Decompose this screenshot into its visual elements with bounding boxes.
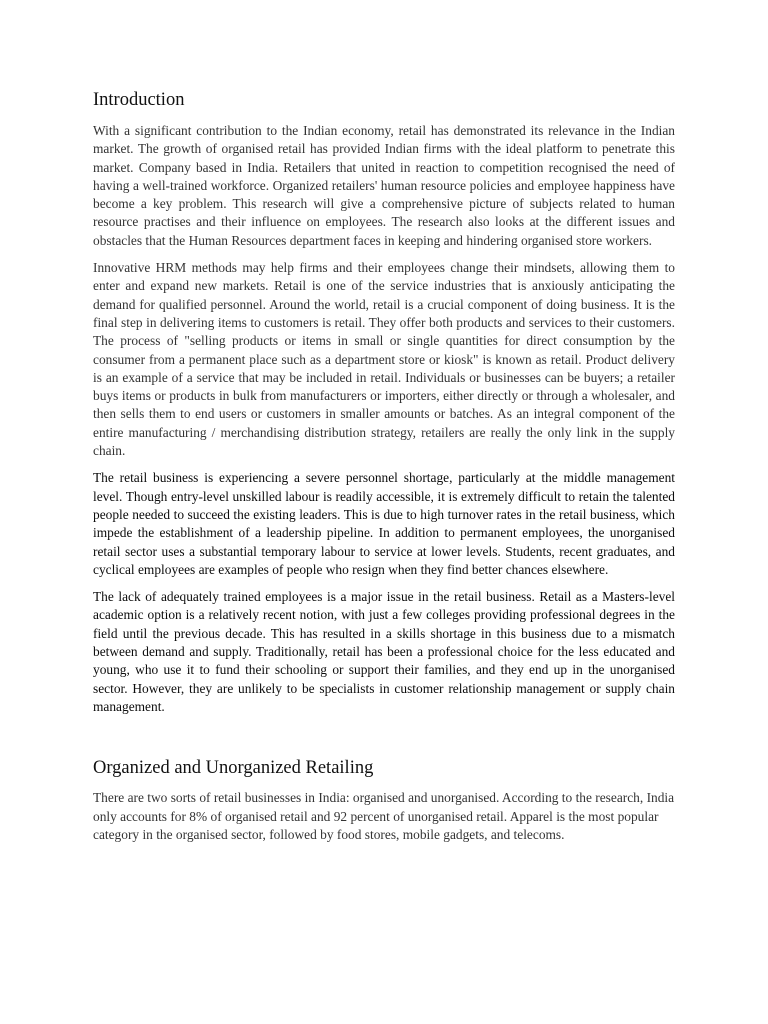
section-heading-introduction: Introduction [93,90,185,110]
section-heading-organized-unorganized-retailing: Organized and Unorganized Retailing [93,758,374,779]
intro-paragraph-2: Innovative HRM methods may help firms and their employees change their mindsets, allowing them to enter and expand new markets. Retail is one of the service industries that is anxiously anticipating the demand for qualified personnel. Around the world, retail is a crucial component of doing business. It is the final step in delivering items to customers is retail. They offer both products and services to their customers. The process of "selling products or items in small or single quantities for direct consumption by the consumer from a permanent place such as a department store or kiosk" is known as retail. Product delivery is an example of a service that may be included in retail. Individuals or businesses can be buyers; a retailer buys items or products in bulk from manufacturers or importers, either directly or through a wholesaler, and then sells them to end users or customers in smaller amounts or batches. As an integral component of the entire manufacturing / merchandising distribution strategy, retailers are really the only link in the supply chain. [93,260,675,459]
document-page [93,88,675,844]
intro-paragraph-3: The retail business is experiencing a severe personnel shortage, particularly at the middle management level. Though entry-level unskilled labour is readily accessible, it is extremely difficult to retain the talented people needed to succeed the existing leaders. This is due to high turnover rates in the retail business, which impede the establishment of a leadership pipeline. In addition to permanent employees, the unorganised retail sector uses a substantial temporary labour to service at lower levels. Students, recent graduates, and cyclical employees are examples of people who resign when they find better chances elsewhere. [93,470,675,577]
intro-paragraph-4: The lack of adequately trained employees is a major issue in the retail business. Retail as a Masters-level academic option is a relatively recent notion, with just a few colleges providing professional degrees in the field until the previous decade. This has resulted in a skills shortage in this business due to a mismatch between demand and supply. Traditionally, retail has been a professional choice for the less educated and young, who use it to fund their schooling or support their families, and they end up in the unorganised sector. However, they are unlikely to be specialists in customer relationship management or supply chain management. [93,589,675,714]
intro-paragraph-1: With a significant contribution to the Indian economy, retail has demonstrated its relevance in the Indian market. The growth of organised retail has provided Indian firms with the ideal platform to penetrate this market. Company based in India. Retailers that united in reaction to competition recognised the need of having a well-trained workforce. Organized retailers' human resource policies and employee happiness have become a key problem. This research will give a comprehensive picture of subjects related to human resource practises and their influence on employees. The research also looks at the different issues and obstacles that the Human Resources department faces in keeping and hindering organised store workers. [93,123,675,248]
retailing-paragraph-1: There are two sorts of retail businesses in India: organised and unorganised. According to the research, India only accounts for 8% of organised retail and 92 percent of unorganised retail. Apparel is the most popular category in the organised sector, followed by food stores, mobile gadgets, and telecoms. [93,790,675,842]
